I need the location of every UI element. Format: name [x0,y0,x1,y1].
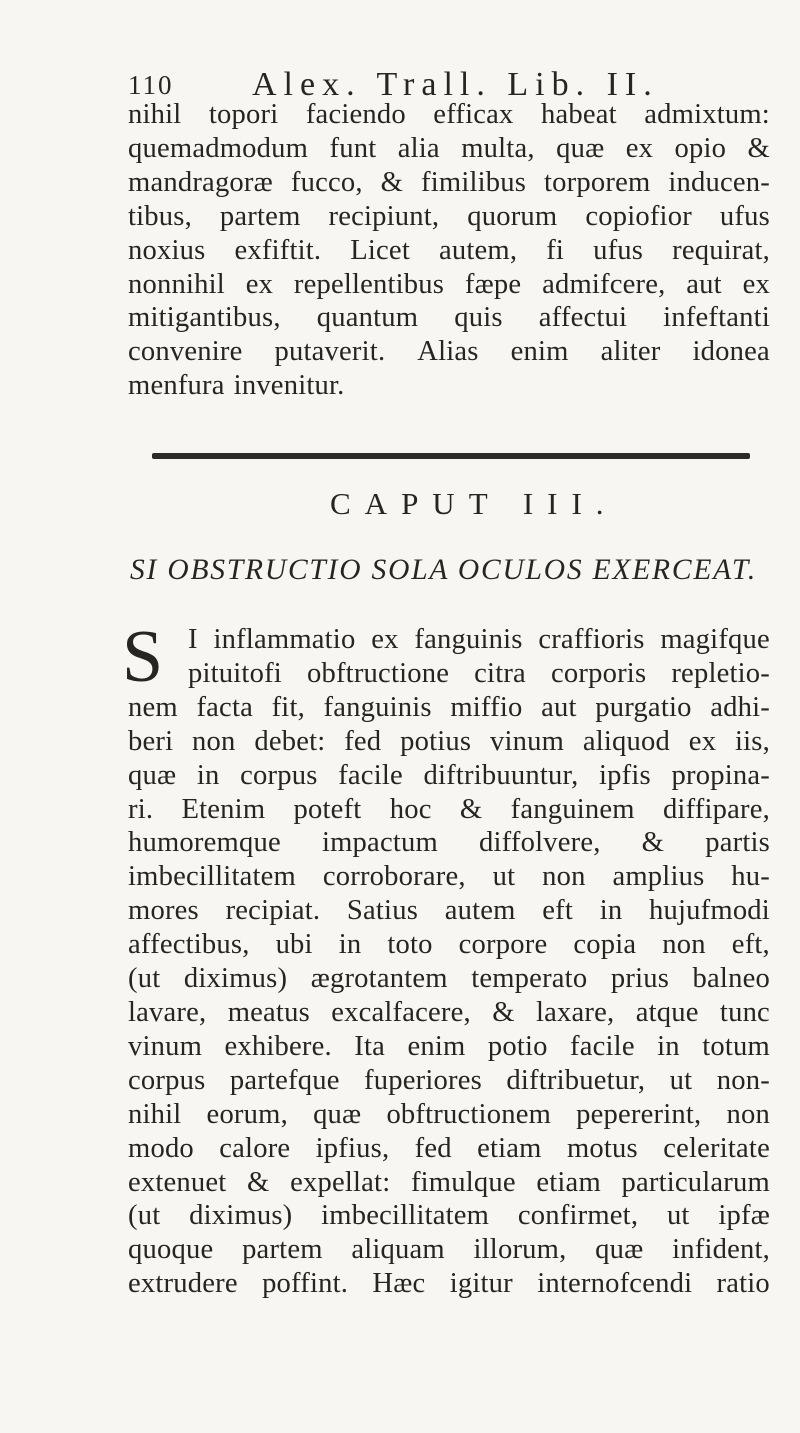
paragraph-2 [122,616,770,1301]
text-line: quemadmodum funt alia multa, quæ ex opio & [128,132,770,164]
text-line: convenire putaverit. Alias enim aliter idonea [128,336,770,368]
text-line: nihil topori faciendo efficax habeat admixtum: [128,99,770,130]
text-line: nihil eorum, quæ obftructionem pepererint, non [128,1098,770,1130]
text-line: mitigantibus, quantum quis affectui infeftanti [128,302,770,334]
text-line: (ut diximus) imbecillitatem confirmet, ut ipfæ [128,1200,770,1232]
chapter-heading: CAPUT III. [330,486,618,521]
text-line: mandragoræ fucco, & fimilibus torporem inducen- [128,166,770,198]
text-line: beri non debet: fed potius vinum aliquod ex iis, [128,725,770,757]
text-line: lavare, meatus excalfacere, & laxare, atque tunc [128,996,770,1028]
text-line: imbecillitatem corroborare, ut non amplius hu- [128,861,770,893]
text-line: menfura invenitur. [128,370,345,402]
text-line: nem facta fit, fanguinis miffio aut purgatio adhi- [128,691,770,723]
text-line: quoque partem aliquam illorum, quæ infident, [128,1234,770,1266]
text-line: affectibus, ubi in toto corpore copia non eft, [128,929,770,961]
text-line: humoremque impactum diffolvere, & partis [128,827,770,859]
text-line: noxius exfiftit. Licet autem, fi ufus requirat, [128,234,770,266]
text-line: modo calore ipfius, fed etiam motus celeritate [128,1132,770,1164]
text-line: vinum exhibere. Ita enim potio facile in totum [128,1030,770,1062]
text-line: extenuet & expellat: fimulque etiam particularum [128,1166,770,1198]
dropcap-line [122,616,770,698]
text-line: mores recipiat. Satius autem eft in hujufmodi [128,895,770,927]
dropcap-letter: S [122,616,164,698]
text-line: tibus, partem recipiunt, quorum copiofior ufus [128,200,770,232]
text-line: corpus partefque fuperiores diftribuetur, ut non- [128,1064,770,1096]
text-line: quæ in corpus facile diftribuuntur, ipfis propina- [128,759,770,791]
page-number: 110 [128,70,174,100]
text-line: ri. Etenim poteft hoc & fanguinem diffipare, [128,793,770,825]
section-divider-rule [152,453,750,459]
chapter-subtitle: SI OBSTRUCTIO SOLA OCULOS EXERCEAT. [130,554,758,586]
running-title: Alex. Trall. Lib. II. [252,66,659,103]
paragraph-1 [128,98,770,403]
text-line: nonnihil ex repellentibus fæpe admifcere, aut ex [128,268,770,300]
text-line: extrudere poffint. Hæc igitur internofcendi ratio [128,1268,770,1300]
text-line: pituitofi obftructione citra corporis repletio- [188,657,770,689]
text-line: (ut diximus) ægrotantem temperato prius balneo [128,963,770,995]
text-line: I inflammatio ex fanguinis craffioris magifque [188,624,770,655]
